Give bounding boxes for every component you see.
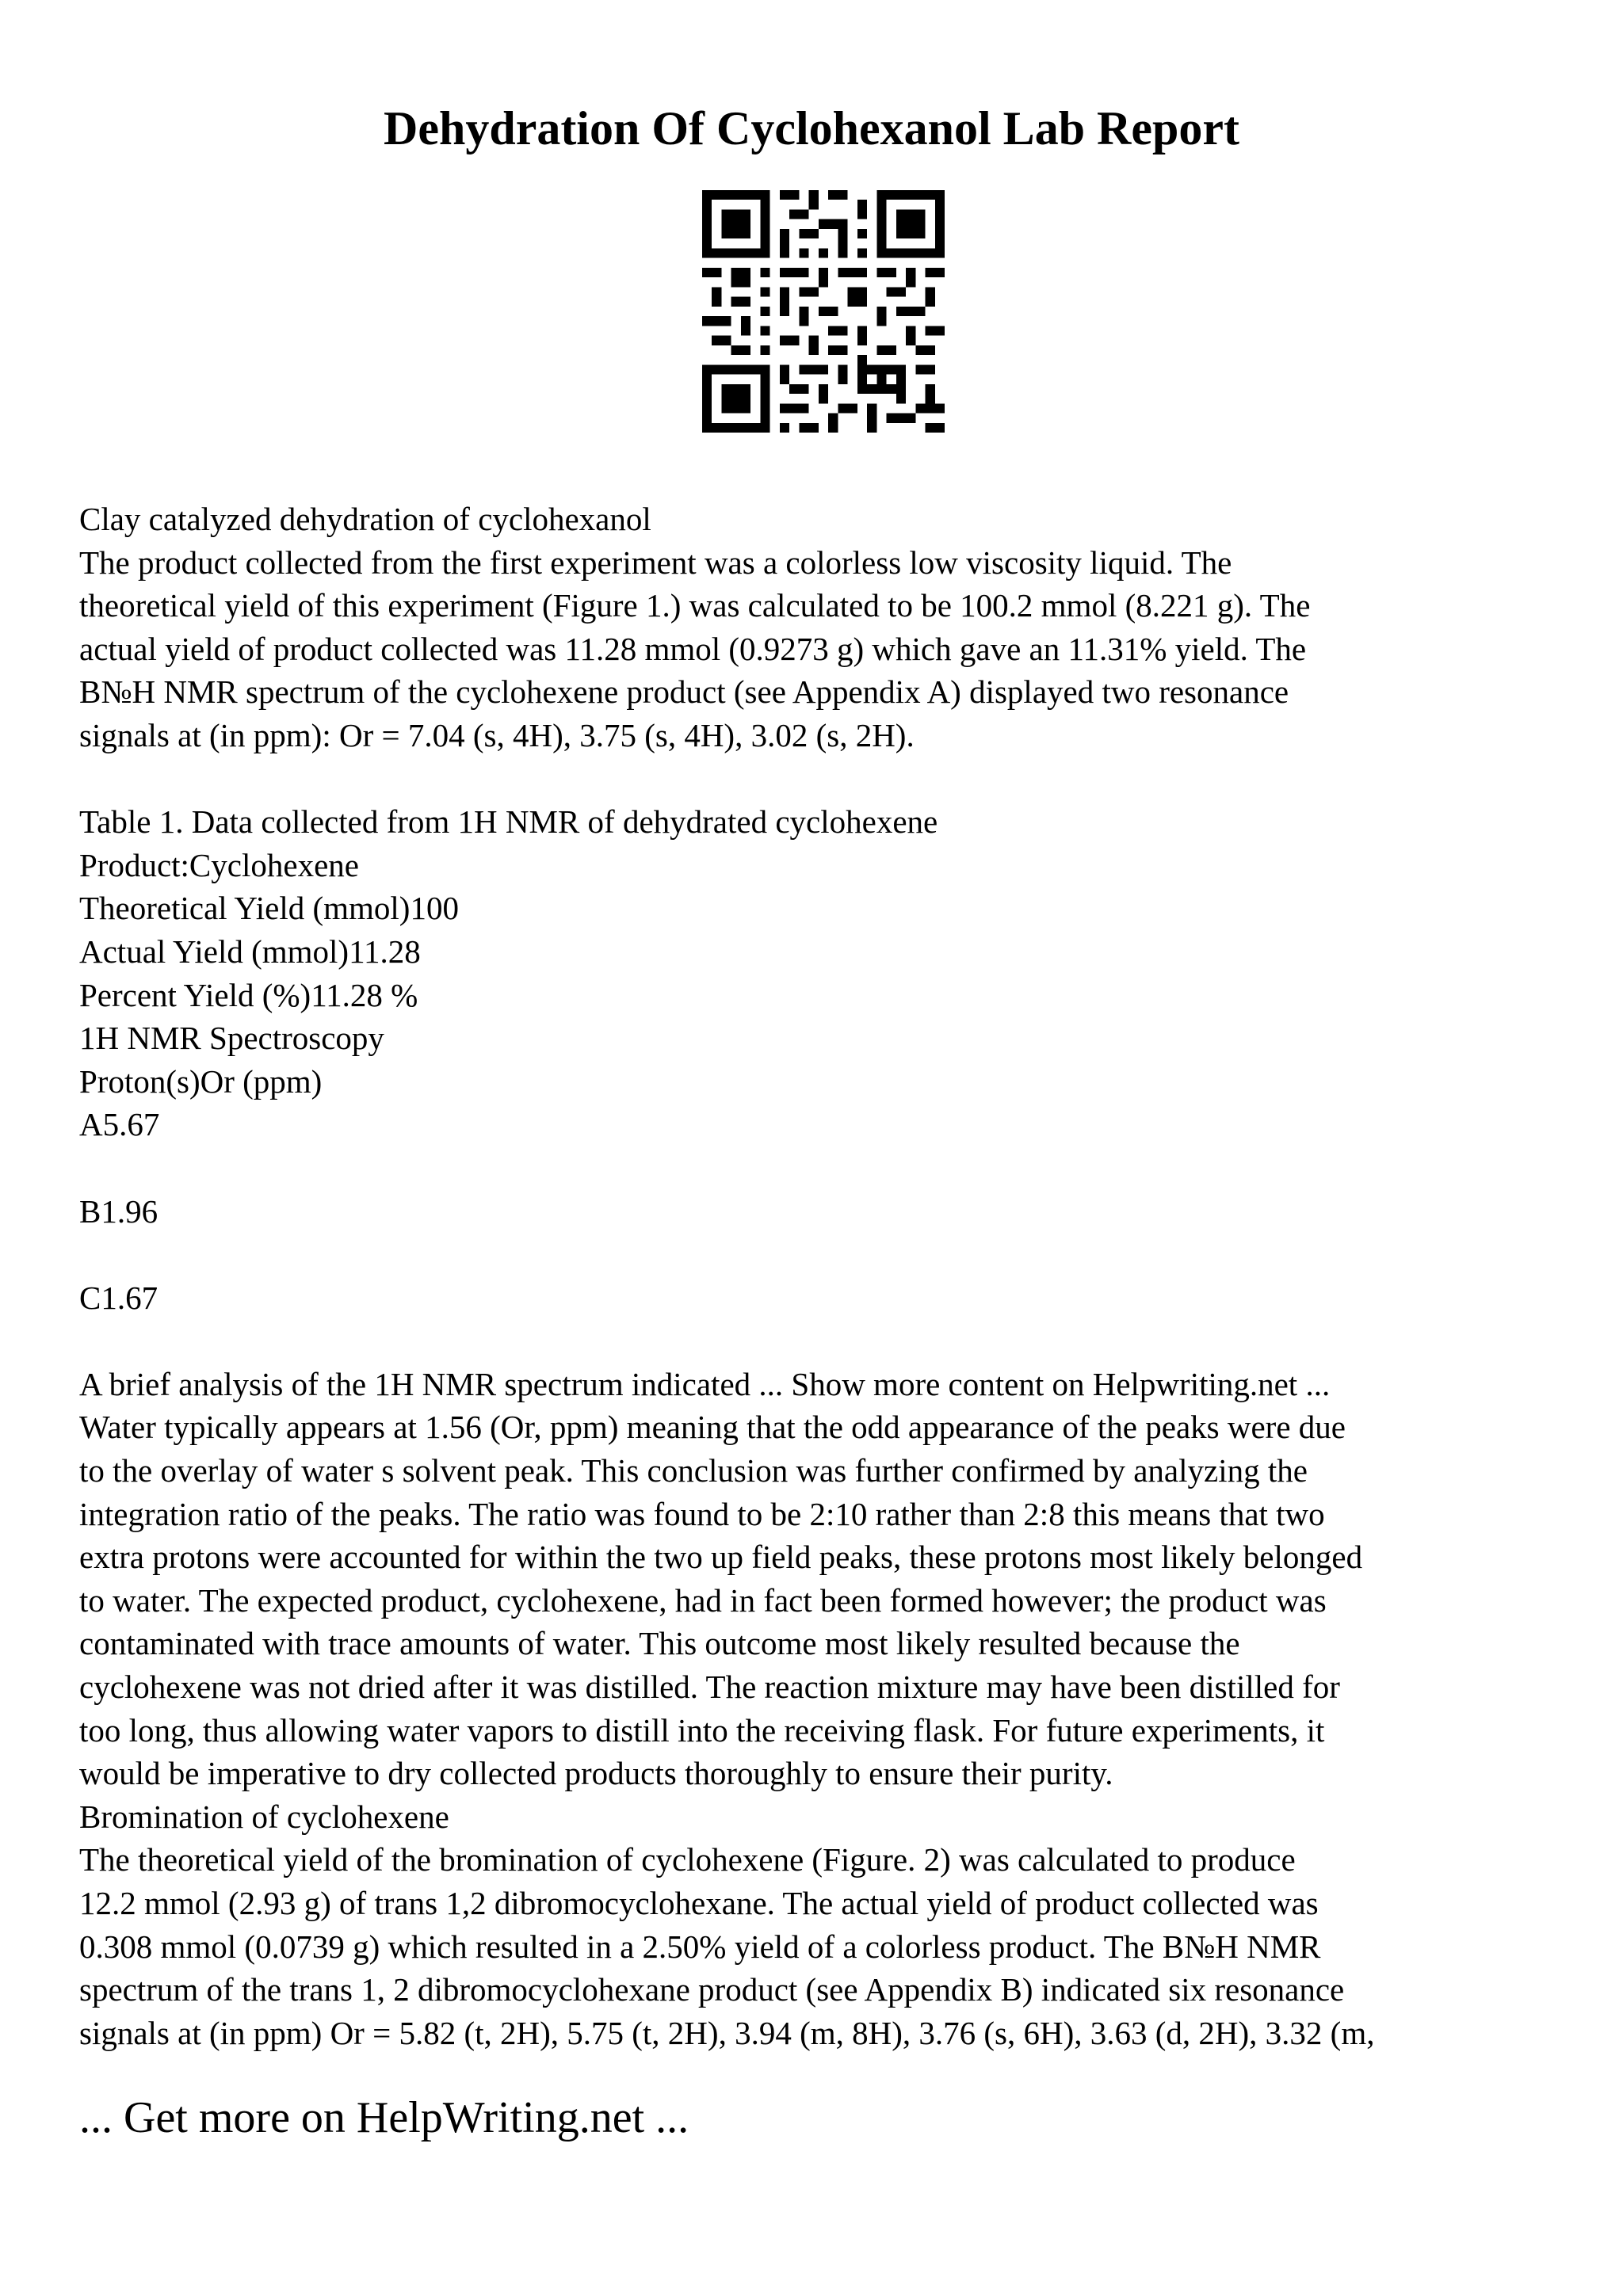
blank-line: [79, 1146, 1569, 1190]
blank-line: [79, 1233, 1569, 1276]
body-line: spectrum of the trans 1, 2 dibromocyclohexane product (see Appendix B) indicated six resonance: [79, 1971, 1345, 2008]
body-line: B№H NMR spectrum of the cyclohexene product (see Appendix A) displayed two resonance: [79, 673, 1289, 711]
blank-line: [79, 1319, 1569, 1363]
body-line: A brief analysis of the 1H NMR spectrum indicated ... Show more content on Helpwriting.net ...: [79, 1365, 1331, 1402]
body-line: to the overlay of water s solvent peak. This conclusion was further confirmed by analyzing the: [79, 1452, 1308, 1489]
table-row: Theoretical Yield (mmol)100: [79, 890, 459, 927]
body-line: too long, thus allowing water vapors to distill into the receiving flask. For future experiments, it: [79, 1711, 1325, 1749]
document-body: [79, 498, 1569, 2054]
body-line: actual yield of product collected was 11.28 mmol (0.9273 g) which gave an 11.31% yield. The: [79, 630, 1307, 667]
section-heading: Bromination of cyclohexene: [79, 1798, 449, 1835]
table-row: Proton(s)Or (ppm): [79, 1062, 323, 1100]
body-line: integration ratio of the peaks. The ratio was found to be 2:10 rather than 2:8 this means that two: [79, 1495, 1325, 1532]
table-row: Actual Yield (mmol)11.28: [79, 933, 421, 970]
body-line: contaminated with trace amounts of water. This outcome most likely resulted because the: [79, 1625, 1240, 1662]
section-heading: Clay catalyzed dehydration of cyclohexanol: [79, 501, 651, 537]
body-line: The product collected from the first experiment was a colorless low viscosity liquid. The: [79, 543, 1232, 581]
body-line: extra protons were accounted for within the two up field peaks, these protons most likely belonged: [79, 1539, 1363, 1576]
body-line: cyclohexene was not dried after it was distilled. The reaction mixture may have been distilled for: [79, 1669, 1340, 1706]
get-more-link[interactable]: ... Get more on HelpWriting.net ...: [79, 2093, 689, 2142]
body-line: The theoretical yield of the bromination of cyclohexene (Figure. 2) was calculated to produce: [79, 1841, 1296, 1878]
table-row: B1.96: [79, 1192, 158, 1230]
qr-code-icon: [702, 190, 945, 433]
body-line: would be imperative to dry collected products thoroughly to ensure their purity.: [79, 1755, 1113, 1792]
table-row: Product:Cyclohexene: [79, 846, 359, 883]
table-row: C1.67: [79, 1279, 158, 1316]
body-line: signals at (in ppm): Or = 7.04 (s, 4H), 3.75 (s, 4H), 3.02 (s, 2H).: [79, 716, 915, 753]
body-line: theoretical yield of this experiment (Figure 1.) was calculated to be 100.2 mmol (8.221 g). The: [79, 587, 1311, 624]
table-caption: Table 1. Data collected from 1H NMR of dehydrated cyclohexene: [79, 803, 938, 841]
body-line: 0.308 mmol (0.0739 g) which resulted in a 2.50% yield of a colorless product. The B№H NMR: [79, 1928, 1321, 1965]
document-title: Dehydration Of Cyclohexanol Lab Report: [384, 102, 1239, 154]
body-line: to water. The expected product, cyclohexene, had in fact been formed however; the product was: [79, 1581, 1327, 1619]
table-row: Percent Yield (%)11.28 %: [79, 976, 418, 1013]
table-row: 1H NMR Spectroscopy: [79, 1020, 384, 1057]
body-line: Water typically appears at 1.56 (Or, ppm) meaning that the odd appearance of the peaks were due: [79, 1409, 1346, 1446]
body-line: 12.2 mmol (2.93 g) of trans 1,2 dibromocyclohexane. The actual yield of product collected was: [79, 1885, 1319, 1921]
body-line: signals at (in ppm) Or = 5.82 (t, 2H), 5.75 (t, 2H), 3.94 (m, 8H), 3.76 (s, 6H), 3.63 (d, 2H), 3.32 (m,: [79, 2014, 1375, 2051]
blank-line: [79, 757, 1569, 801]
table-row: A5.67: [79, 1106, 160, 1143]
